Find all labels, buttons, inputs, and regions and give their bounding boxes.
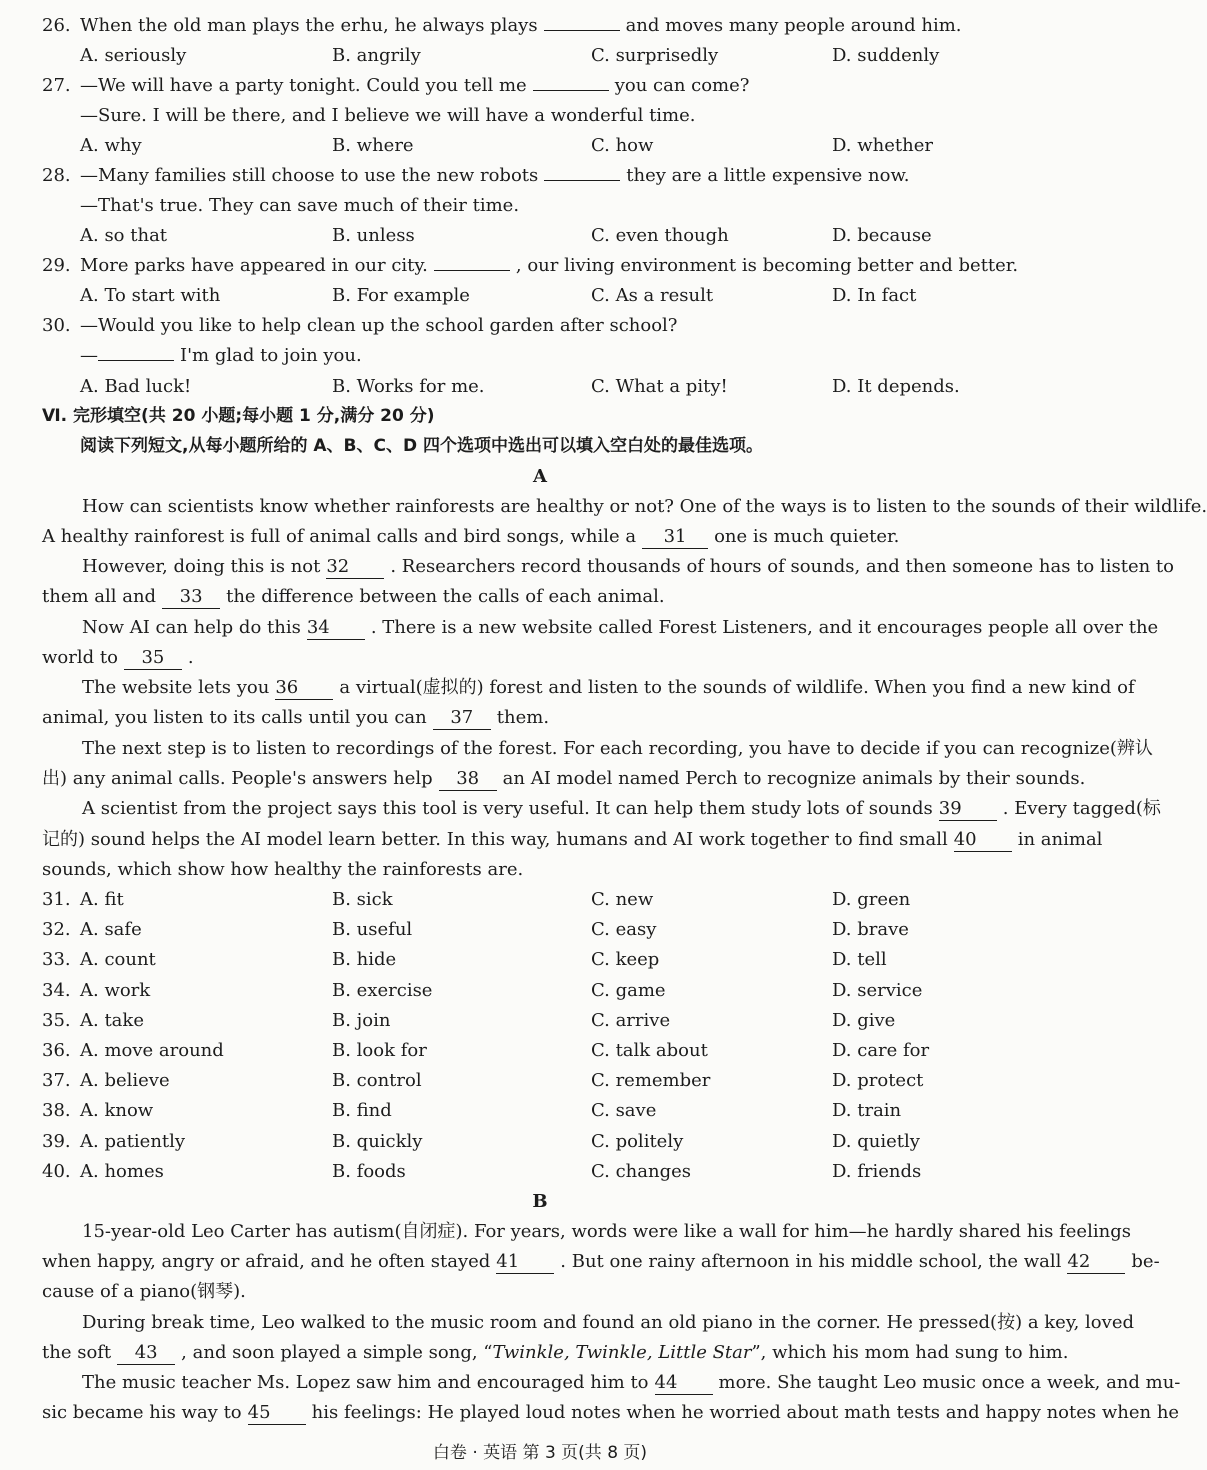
section-title: Ⅵ. 完形填空(共 20 小题;每小题 1 分,满分 20 分) [42,406,435,426]
passage-a-line: world to 35 . [42,647,194,668]
option-c[interactable]: C. even though [591,225,729,246]
blank-40[interactable]: 40 [954,829,1012,852]
option-c[interactable]: C. changes [591,1160,691,1182]
question-number: 27. [42,75,71,96]
answer-blank[interactable] [544,30,620,31]
blank-39[interactable]: 39 [939,798,997,821]
passage-a-line: How can scientists know whether rainforests are healthy or not? One of the ways is to listen to the sounds of their wildlife. [82,496,1207,517]
option-c[interactable]: C. easy [591,919,657,941]
passage-a-line: sounds, which show how healthy the rainforests are. [42,859,524,880]
option-a[interactable]: A. safe [80,919,142,941]
question-number: 31. [42,889,71,910]
option-c[interactable]: C. arrive [591,1009,671,1031]
blank-38[interactable]: 38 [439,768,497,791]
cloze-question-row [42,945,1050,975]
option-c[interactable]: C. keep [591,949,660,971]
option-b[interactable]: B. exercise [332,979,433,1001]
option-d[interactable]: D. whether [832,135,933,156]
passage-a-line: them all and 33 the difference between the calls of each animal. [42,586,665,607]
passage-a-line: A healthy rainforest is full of animal calls and bird songs, while a 31 one is much quieter. [42,526,900,547]
question-number: 32. [42,919,71,941]
passage-b-label: B [532,1191,548,1212]
answer-blank[interactable] [533,90,609,91]
option-b[interactable]: B. useful [332,919,413,941]
option-b[interactable]: B. foods [332,1160,406,1182]
blank-45[interactable]: 45 [248,1402,306,1425]
question-number: 26. [42,15,71,36]
option-d[interactable]: D. brave [832,919,909,941]
option-c[interactable]: C. surprisedly [591,45,719,66]
question-29-options [42,281,1050,311]
page-footer: 白卷 · 英语 第 3 页(共 8 页) [432,1443,648,1463]
option-b[interactable]: B. unless [332,225,415,246]
question-27: 27. —We will have a party tonight. Could you tell me you can come? [42,71,1050,101]
passage-a-line: However, doing this is not 32 . Researchers record thousands of hours of sounds, and then someone has to listen to [82,556,1174,577]
option-d[interactable]: D. green [832,889,911,910]
cloze-question-row [42,1127,1050,1157]
option-d[interactable]: D. suddenly [832,45,940,66]
song-title: Twinkle, Twinkle, Little Star [492,1342,752,1363]
blank-33[interactable]: 33 [162,586,220,609]
question-26: 26. When the old man plays the erhu, he always plays and moves many people around him. [42,11,1050,41]
option-c[interactable]: C. new [591,889,654,910]
passage-b-line: The music teacher Ms. Lopez saw him and encouraged him to 44 more. She taught Leo music once a week, and mu- [82,1372,1181,1393]
blank-42[interactable]: 42 [1067,1251,1125,1274]
option-c[interactable]: C. remember [591,1070,711,1092]
passage-a-line: 记的) sound helps the AI model learn better. In this way, humans and AI work together to find small 40 in animal [42,829,1103,850]
option-d[interactable]: D. It depends. [832,376,960,397]
option-a[interactable]: A. fit [80,889,124,910]
passage-b-line: During break time, Leo walked to the music room and found an old piano in the corner. He pressed(按) a key, loved [82,1312,1134,1333]
question-number: 35. [42,1009,71,1031]
option-b[interactable]: B. quickly [332,1130,423,1152]
option-d[interactable]: D. In fact [832,285,917,306]
section-instruction: 阅读下列短文,从每小题所给的 A、B、C、D 四个选项中选出可以填入空白处的最佳选项。 [80,436,763,456]
option-a[interactable]: A. homes [80,1160,164,1182]
blank-37[interactable]: 37 [433,707,491,730]
option-c[interactable]: C. game [591,979,666,1001]
option-d[interactable]: D. protect [832,1070,924,1092]
question-number: 33. [42,949,71,971]
option-a[interactable]: A. take [80,1009,144,1031]
passage-a-label: A [533,466,547,487]
option-b[interactable]: B. find [332,1100,392,1122]
question-number: 39. [42,1130,71,1152]
blank-44[interactable]: 44 [655,1372,713,1395]
blank-32[interactable]: 32 [326,556,384,579]
option-c[interactable]: C. As a result [591,285,714,306]
option-b[interactable]: B. hide [332,949,397,971]
option-b[interactable]: B. where [332,135,414,156]
option-d[interactable]: D. tell [832,949,887,971]
passage-a-line: animal, you listen to its calls until you can 37 them. [42,707,550,728]
option-a[interactable]: A. believe [80,1070,170,1092]
question-30: 30. —Would you like to help clean up the school garden after school? [42,311,1050,341]
passage-b-line: when happy, angry or afraid, and he often stayed 41 . But one rainy afternoon in his middle school, the wall 42 be- [42,1251,1160,1272]
question-28: 28. —Many families still choose to use the new robots they are a little expensive now. [42,161,1050,191]
passage-b-line: sic became his way to 45 his feelings: He played loud notes when he worried about math tests and happy notes when he [42,1402,1180,1423]
option-a[interactable]: A. To start with [80,285,221,306]
question-number: 30. [42,315,71,336]
option-a[interactable]: A. Bad luck! [80,376,192,397]
cloze-question-row [42,885,1050,915]
option-d[interactable]: D. quietly [832,1130,920,1152]
passage-b-line: the soft 43 , and soon played a simple song, “Twinkle, Twinkle, Little Star”, which his mom had sung to him. [42,1342,1069,1363]
option-d[interactable]: D. friends [832,1160,922,1182]
option-b[interactable]: B. angrily [332,45,421,66]
question-27-reply: —Sure. I will be there, and I believe we will have a wonderful time. [80,105,696,126]
blank-43[interactable]: 43 [117,1342,175,1365]
question-number: 29. [42,255,71,276]
passage-b-line: 15-year-old Leo Carter has autism(自闭症). For years, words were like a wall for him—he hardly shared his feelings [82,1221,1131,1242]
cloze-question-row [42,1036,1050,1066]
option-b[interactable]: B. look for [332,1040,427,1061]
option-b[interactable]: B. Works for me. [332,376,485,397]
cloze-question-row [42,915,1050,945]
option-d[interactable]: D. service [832,979,923,1001]
answer-blank[interactable] [544,180,620,181]
passage-b-line: cause of a piano(钢琴). [42,1281,246,1302]
question-number: 34. [42,979,71,1001]
cloze-question-row [42,1066,1050,1096]
blank-35[interactable]: 35 [124,647,182,670]
blank-36[interactable]: 36 [275,677,333,700]
question-28-reply: —That's true. They can save much of their time. [80,195,520,216]
option-a[interactable]: A. know [80,1100,154,1122]
blank-34[interactable]: 34 [307,617,365,640]
option-d[interactable]: D. train [832,1100,902,1122]
question-number: 37. [42,1070,71,1092]
question-30-reply: — I'm glad to join you. [80,345,362,366]
cloze-question-row [42,976,1050,1006]
option-b[interactable]: B. For example [332,285,470,306]
option-c[interactable]: C. What a pity! [591,376,728,397]
option-c[interactable]: C. talk about [591,1040,708,1061]
passage-a-line: The website lets you 36 a virtual(虚拟的) forest and listen to the sounds of wildlife. When you find a new kind of [82,677,1135,698]
question-27-options [42,131,1050,161]
option-a[interactable]: A. move around [80,1040,224,1061]
option-d[interactable]: D. because [832,225,932,246]
question-number: 38. [42,1100,71,1122]
option-a[interactable]: A. count [80,949,156,971]
cloze-question-row [42,1096,1050,1126]
question-26-options [42,41,1050,71]
question-number: 36. [42,1040,71,1061]
passage-a-line: 出) any animal calls. People's answers help 38 an AI model named Perch to recognize animals by their sounds. [42,768,1086,789]
option-c[interactable]: C. politely [591,1130,684,1152]
passage-a-line: The next step is to listen to recordings of the forest. For each recording, you have to decide if you can recognize(辨认 [82,738,1153,759]
question-30-options [42,372,1050,402]
option-d[interactable]: D. care for [832,1040,930,1061]
option-c[interactable]: C. save [591,1100,657,1122]
cloze-question-row [42,1157,1050,1187]
option-c[interactable]: C. how [591,135,654,156]
option-a[interactable]: A. why [80,135,142,156]
option-a[interactable]: A. seriously [80,45,187,66]
option-a[interactable]: A. work [80,979,151,1001]
option-a[interactable]: A. so that [80,225,168,246]
question-28-options [42,221,1050,251]
option-b[interactable]: B. sick [332,889,393,910]
option-b[interactable]: B. join [332,1009,391,1031]
answer-blank[interactable] [98,360,174,361]
question-number: 28. [42,165,71,186]
passage-a-line: Now AI can help do this 34 . There is a new website called Forest Listeners, and it encourages people all over the [82,617,1159,638]
passage-a-line: A scientist from the project says this tool is very useful. It can help them study lots of sounds 39 . Every tagged(标 [82,798,1161,819]
option-d[interactable]: D. give [832,1009,896,1031]
blank-31[interactable]: 31 [642,526,708,549]
cloze-question-row [42,1006,1050,1036]
option-a[interactable]: A. patiently [80,1130,186,1152]
option-b[interactable]: B. control [332,1070,422,1092]
answer-blank[interactable] [434,270,510,271]
blank-41[interactable]: 41 [496,1251,554,1274]
question-number: 40. [42,1160,71,1182]
question-29: 29. More parks have appeared in our city. , our living environment is becoming better and better. [42,251,1050,281]
